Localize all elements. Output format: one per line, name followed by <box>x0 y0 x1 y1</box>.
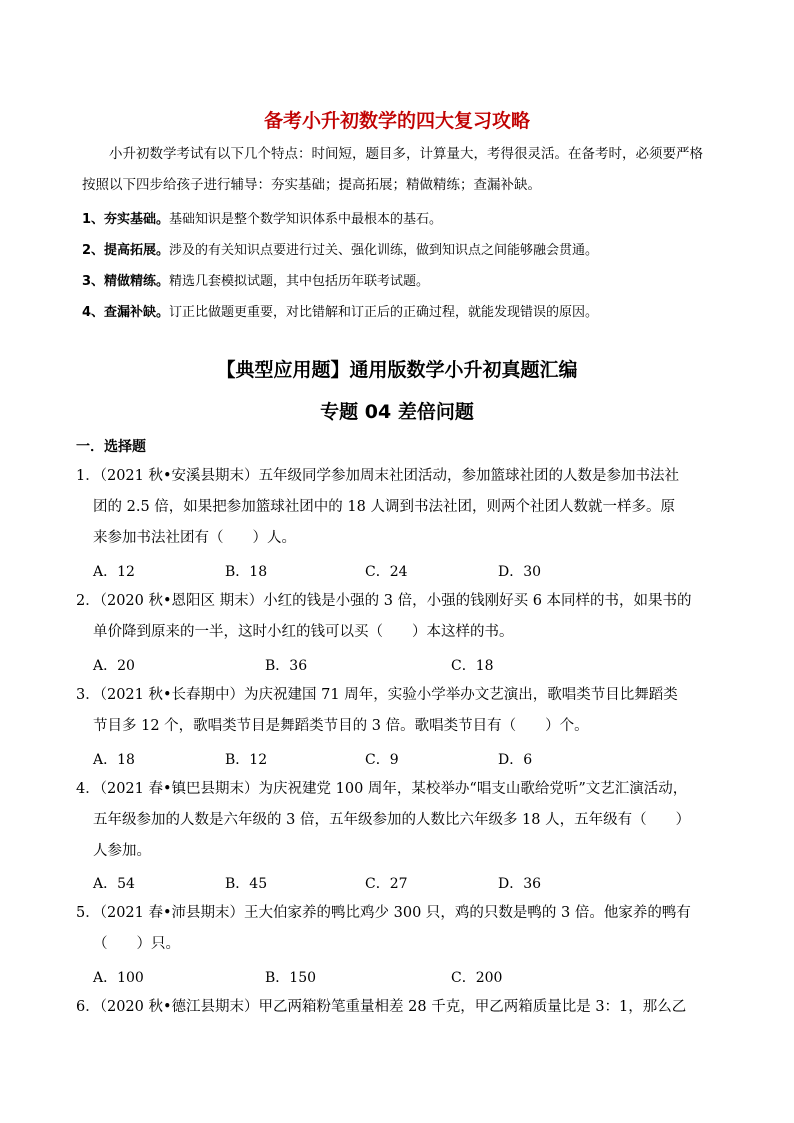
question-line: 五年级参加的人数是六年级的 3 倍，五年级参加的人数比六年级多 18 人，五年级有（ ） <box>93 812 691 828</box>
point-label: 3、精做精练。 <box>82 274 170 289</box>
question-line: 单价降到原来的一半，这时小红的钱可以买（ ）本这样的书。 <box>93 624 514 640</box>
section-heading: 一．选择题 <box>76 439 146 455</box>
option-a: A．100 <box>93 970 144 986</box>
question-3 <box>76 680 726 742</box>
option-d: D．36 <box>498 876 542 892</box>
intro-line-2: 按照以下四步给孩子进行辅导：夯实基础；提高拓展；精做精练；查漏补缺。 <box>82 177 541 193</box>
topic-heading: 专题 04 差倍问题 <box>320 401 474 423</box>
option-a: A．20 <box>93 658 135 674</box>
intro-line-1: 小升初数学考试有以下几个特点：时间短，题目多，计算量大，考得很灵活。在备考时，必须要严格 <box>109 146 703 162</box>
option-b: B．18 <box>225 564 268 580</box>
option-d: D．6 <box>498 752 533 768</box>
question-4 <box>76 774 726 867</box>
point-4 <box>82 301 732 320</box>
option-a: A．54 <box>93 876 135 892</box>
point-text: 基础知识是整个数学知识体系中最根本的基石。 <box>169 212 443 227</box>
point-label: 4、查漏补缺。 <box>82 305 170 320</box>
question-3-options <box>93 749 733 769</box>
question-line: 节目多 12 个，歌唱类节目是舞蹈类节目的 3 倍。歌唱类节目有（ ）个。 <box>93 718 589 734</box>
point-2 <box>82 239 732 258</box>
question-1-options <box>93 561 733 581</box>
option-b: B．45 <box>225 876 268 892</box>
point-text: 涉及的有关知识点要进行过关、强化训练，做到知识点之间能够融会贯通。 <box>169 243 599 258</box>
option-c: C．27 <box>365 876 408 892</box>
option-d: D．30 <box>498 564 542 580</box>
question-line: 人参加。 <box>93 843 151 859</box>
point-text: 精选几套模拟试题，其中包括历年联考试题。 <box>169 274 430 289</box>
point-label: 2、提高拓展。 <box>82 243 170 258</box>
question-line: 5．（2021 春•沛县期末）王大伯家养的鸭比鸡少 300 只，鸡的只数是鸭的 3 倍。他家养的鸭有 <box>76 905 691 921</box>
question-line: 3．（2021 秋•长春期中）为庆祝建国 71 周年，实验小学举办文艺演出，歌唱类节目比舞蹈类 <box>76 687 678 703</box>
option-a: A．12 <box>93 564 135 580</box>
question-2-options <box>93 655 733 675</box>
question-line: （ ）只。 <box>93 936 180 952</box>
question-line: 来参加书法社团有（ ）人。 <box>93 530 296 546</box>
point-3 <box>82 270 732 289</box>
question-line: 4．（2021 春•镇巴县期末）为庆祝建党 100 周年，某校举办“唱支山歌给党听”文艺汇演活动， <box>76 781 688 797</box>
option-c: C．9 <box>365 752 399 768</box>
intro-paragraph <box>82 139 732 201</box>
option-b: B．36 <box>265 658 308 674</box>
option-c: C．24 <box>365 564 408 580</box>
point-label: 1、夯实基础。 <box>82 212 170 227</box>
question-line: 2．（2020 秋•恩阳区 期末）小红的钱是小强的 3 倍，小强的钱刚好买 6 本同样的书，如果书的 <box>76 593 692 609</box>
question-line: 1．（2021 秋•安溪县期末）五年级同学参加周末社团活动，参加篮球社团的人数是参加书法社 <box>76 468 680 484</box>
question-2 <box>76 586 726 648</box>
question-5 <box>76 898 726 960</box>
option-b: B．150 <box>265 970 317 986</box>
option-c: C．18 <box>451 658 494 674</box>
option-a: A．18 <box>93 752 135 768</box>
option-b: B．12 <box>225 752 268 768</box>
question-line: 团的 2.5 倍，如果把参加篮球社团中的 18 人调到书法社团，则两个社团人数就一样多。原 <box>93 499 675 515</box>
question-4-options <box>93 873 733 893</box>
collection-heading: 【典型应用题】通用版数学小升初真题汇编 <box>216 359 578 381</box>
question-line: 6．（2020 秋•德江县期末）甲乙两箱粉笔重量相差 28 千克，甲乙两箱质量比是 3：1，那么乙 <box>76 999 687 1015</box>
question-1 <box>76 461 726 554</box>
point-1 <box>82 208 732 227</box>
question-5-options <box>93 967 733 987</box>
document-title: 备考小升初数学的四大复习攻略 <box>263 110 530 132</box>
option-c: C．200 <box>451 970 503 986</box>
point-text: 订正比做题更重要，对比错解和订正后的正确过程，就能发现错误的原因。 <box>169 305 599 320</box>
question-6 <box>76 992 726 1023</box>
